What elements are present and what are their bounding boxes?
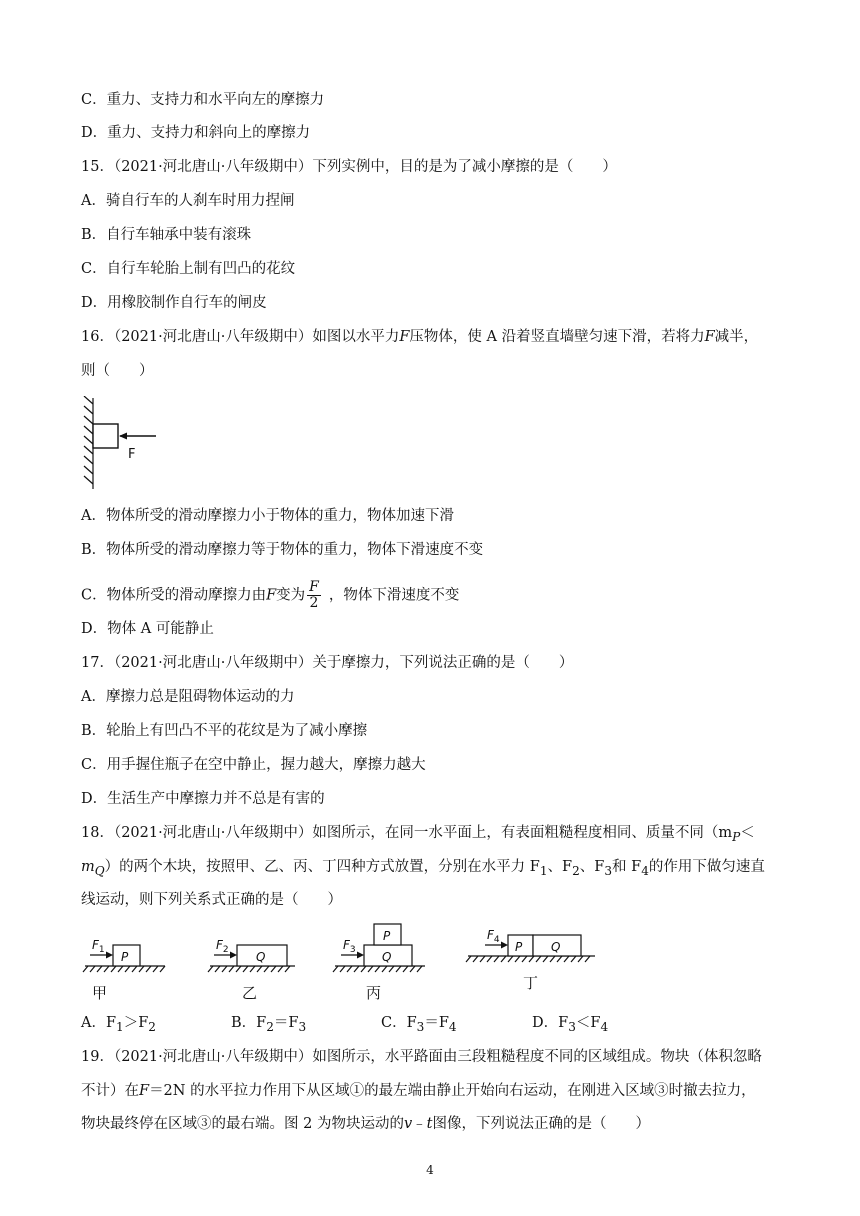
q16-wall-diagram xyxy=(80,396,170,492)
svg-text:Q: Q xyxy=(382,950,392,964)
block-a xyxy=(93,424,118,448)
label-bing: 丙 xyxy=(366,984,382,1002)
svg-text:F1: $F_1$ xyxy=(92,938,105,955)
svg-text:P: P xyxy=(121,950,129,964)
q17-option-a: A．摩擦力总是阻碍物体运动的力 xyxy=(81,689,295,705)
svg-text:Q: Q xyxy=(551,940,561,954)
q15-option-c: C．自行车轮胎上制有凹凸的花纹 xyxy=(81,261,296,277)
q16-stem: 16．（2021·河北唐山·八年级期中）如图以水平力F压物体，使 A 沿着竖直墙壁匀速下滑，若将力F减半， xyxy=(81,329,759,345)
q14-option-d: D．重力、支持力和斜向上的摩擦力 xyxy=(81,125,311,141)
q18-stem-line1: 18．（2021·河北唐山·八年级期中）如图所示，在同一水平面上，有表面粗糙程度相同、质量不同（$m_P<$ xyxy=(81,825,755,844)
q18-option-d: D．$F_3<F_4$ xyxy=(532,1015,609,1034)
svg-text:Q: Q xyxy=(256,950,266,964)
q18-blocks-diagram xyxy=(80,918,620,1008)
svg-text:F3: $F_3$ xyxy=(343,938,356,955)
q19-stem-line3: 物块最终停在区域③的最右端。图 2 为物块运动的v﹣t图像，下列说法正确的是（ ） xyxy=(81,1116,650,1132)
q18-stem-line3: 线运动，则下列关系式正确的是（ ） xyxy=(81,892,342,908)
q17-stem: 17．（2021·河北唐山·八年级期中）关于摩擦力，下列说法正确的是（ ） xyxy=(81,655,574,671)
svg-text:F4: $F_4$ xyxy=(487,928,500,945)
label-ding: 丁 xyxy=(523,974,539,992)
label-yi: 乙 xyxy=(242,984,258,1002)
fraction-f-over-2: $\frac{F}{2}$ xyxy=(309,579,319,611)
q16-option-d: D．物体 A 可能静止 xyxy=(81,621,214,637)
q16-option-a: A．物体所受的滑动摩擦力小于物体的重力，物体加速下滑 xyxy=(81,508,454,524)
q18-option-a: A．$F_1>F_2$ xyxy=(81,1015,156,1034)
q15-option-b: B．自行车轴承中装有滚珠 xyxy=(81,227,252,243)
setup-ding xyxy=(466,935,595,962)
q14-option-c: C．重力、支持力和水平向左的摩擦力 xyxy=(81,92,325,108)
wall-hatching xyxy=(84,396,93,489)
q16-stem-continued: 则（ ） xyxy=(81,363,154,379)
q19-stem-line1: 19．（2021·河北唐山·八年级期中）如图所示，水平路面由三段粗糙程度不同的区域组成。物块（体积忽略 xyxy=(81,1049,762,1065)
q15-stem: 15．（2021·河北唐山·八年级期中）下列实例中，目的是为了减小摩擦的是（ ） xyxy=(81,159,617,175)
svg-text:P: P xyxy=(383,929,391,943)
q18-stem-line2: $m_Q$）的两个木块，按照甲、乙、丙、丁四种方式放置，分别在水平力 $F_1$、$F_2$、$F_3$和 $F_4$的作用下做匀速直 xyxy=(81,859,765,878)
q18-option-c: C．$F_3=F_4$ xyxy=(381,1015,457,1034)
q17-option-c: C．用手握住瓶子在空中静止，握力越大，摩擦力越大 xyxy=(81,757,426,773)
q17-option-d: D．生活生产中摩擦力并不总是有害的 xyxy=(81,791,325,807)
q17-option-b: B．轮胎上有凹凸不平的花纹是为了减小摩擦 xyxy=(81,723,368,739)
q16-option-c: C．物体所受的滑动摩擦力由F变为 $\frac{F}{2}$ ，物体下滑速度不变 xyxy=(81,579,460,611)
q18-option-b: B．$F_2=F_3$ xyxy=(231,1015,307,1034)
label-jia: 甲 xyxy=(92,984,108,1002)
q16-option-b: B．物体所受的滑动摩擦力等于物体的重力，物体下滑速度不变 xyxy=(81,542,484,558)
svg-text:P: P xyxy=(515,940,523,954)
svg-text:F2: $F_2$ xyxy=(216,938,229,955)
q15-option-a: A．骑自行车的人刹车时用力捏闸 xyxy=(81,193,295,209)
q19-stem-line2: 不计）在F＝2N 的水平拉力作用下从区域①的最左端由静止开始向右运动，在刚进入区域③时撤去拉力， xyxy=(81,1083,756,1099)
page-number: 4 xyxy=(426,1163,434,1177)
force-label: F xyxy=(128,447,136,462)
q15-option-d: D．用橡胶制作自行车的闸皮 xyxy=(81,295,267,311)
